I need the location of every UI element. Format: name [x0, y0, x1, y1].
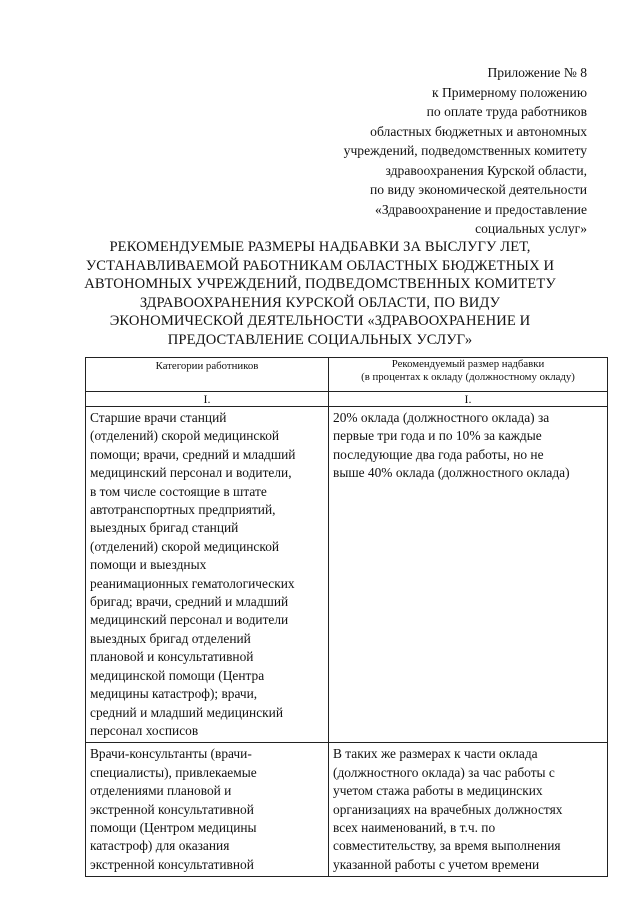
- size-line: указанной работы с учетом времени: [333, 856, 540, 872]
- table-row: [86, 743, 608, 877]
- table-row: [86, 407, 608, 743]
- title-line: РЕКОМЕНДУЕМЫЕ РАЗМЕРЫ НАДБАВКИ ЗА ВЫСЛУГУ ЛЕТ,: [109, 239, 531, 255]
- size-line: 20% оклада (должностного оклада) за: [333, 410, 550, 425]
- category-line: медицинской помощи (Центра: [90, 667, 265, 683]
- size-line: последующие два года работы, но не: [333, 446, 544, 462]
- category-line: экстренной консультативной: [90, 801, 254, 817]
- category-line: средний и младший медицинский: [90, 704, 283, 720]
- size-line: выше 40% оклада (должностного оклада): [333, 465, 570, 481]
- category-line: помощи и выездных: [90, 557, 207, 573]
- appendix-line: по оплате труда работников: [426, 104, 587, 119]
- appendix-reference: [257, 63, 587, 239]
- category-line: в том числе состоящие в штате: [90, 483, 267, 499]
- category-line: медицинский персонал и водители: [90, 612, 289, 628]
- category-line: специалисты), привлекаемые: [90, 764, 257, 780]
- size-line: учетом стажа работы в медицинских: [333, 783, 543, 799]
- category-line: персонал хосписов: [90, 722, 199, 738]
- category-line: выездных бригад станций: [90, 520, 239, 536]
- title-line: ЭКОНОМИЧЕСКОЙ ДЕЯТЕЛЬНОСТИ «ЗДРАВООХРАНЕНИЕ И: [109, 313, 531, 330]
- category-line: медицинский персонал и водители,: [90, 465, 292, 481]
- allowance-table: [85, 357, 608, 877]
- category-line: Врачи-консультанты (врачи-: [90, 746, 252, 762]
- category-line: медицины катастроф); врачи,: [90, 686, 258, 702]
- category-line: помощи (Центром медицины: [90, 819, 257, 835]
- category-line: (отделений) скорой медицинской: [90, 428, 280, 444]
- allowance-size-cell: [329, 743, 608, 877]
- size-line: совместительству, за время выполнения: [333, 838, 561, 854]
- category-line: Старшие врачи станций: [90, 410, 227, 425]
- appendix-line: к Примерному положению: [431, 84, 587, 100]
- appendix-line: Приложение № 8: [487, 65, 587, 80]
- category-cell: [86, 743, 329, 877]
- size-line: первые три года и по 10% за каждые: [333, 428, 542, 444]
- title-line: ПРЕДОСТАВЛЕНИЕ СОЦИАЛЬНЫХ УСЛУГ»: [167, 331, 473, 348]
- category-line: бригад; врачи, средний и младший: [90, 594, 289, 610]
- table-numbering-row: [86, 392, 608, 407]
- category-line: выездных бригад отделений: [90, 630, 251, 646]
- header-allowance-line: (в процентах к окладу (должностному окладу): [361, 371, 575, 383]
- category-line: экстренной консультативной: [90, 856, 254, 872]
- header-allowance-size: [329, 358, 608, 392]
- category-line: (отделений) скорой медицинской: [90, 538, 280, 554]
- appendix-line: «Здравоохранение и предоставление: [375, 201, 587, 217]
- title-line: АВТОНОМНЫХ УЧРЕЖДЕНИЙ, ПОДВЕДОМСТВЕННЫХ КОМИТЕТУ: [84, 276, 556, 293]
- title-line: УСТАНАВЛИВАЕМОЙ РАБОТНИКАМ ОБЛАСТНЫХ БЮДЖЕТНЫХ И: [85, 257, 555, 274]
- category-line: помощи; врачи, средний и младший: [90, 446, 296, 462]
- category-line: автотранспортных предприятий,: [90, 502, 276, 518]
- size-line: В таких же размерах к части оклада: [333, 746, 538, 762]
- appendix-line: учреждений, подведомственных комитету: [343, 143, 587, 158]
- size-line: организациях на врачебных должностях: [333, 801, 563, 817]
- appendix-line: социальных услуг»: [475, 221, 587, 236]
- category-line: плановой и консультативной: [90, 649, 254, 665]
- size-line: (должностного оклада) за час работы с: [333, 764, 555, 780]
- document-title: [66, 238, 574, 350]
- category-cell: [86, 407, 329, 743]
- category-line: катастроф) для оказания: [90, 838, 230, 854]
- numbering-col2: I.: [329, 392, 608, 407]
- appendix-line: областных бюджетных и автономных: [370, 123, 587, 139]
- header-allowance-line: Рекомендуемый размер надбавки: [391, 358, 545, 370]
- size-line: всех наименований, в т.ч. по: [333, 819, 496, 835]
- table-header-row: [86, 358, 608, 392]
- category-line: отделениями плановой и: [90, 783, 232, 799]
- appendix-line: по виду экономической деятельности: [370, 182, 587, 197]
- allowance-size-cell: [329, 407, 608, 743]
- category-line: реанимационных гематологических: [90, 575, 295, 591]
- numbering-col1: I.: [86, 392, 329, 407]
- title-line: ЗДРАВООХРАНЕНИЯ КУРСКОЙ ОБЛАСТИ, ПО ВИДУ: [139, 294, 501, 311]
- appendix-line: здравоохранения Курской области,: [385, 162, 587, 178]
- header-categories: Категории работников: [86, 358, 329, 392]
